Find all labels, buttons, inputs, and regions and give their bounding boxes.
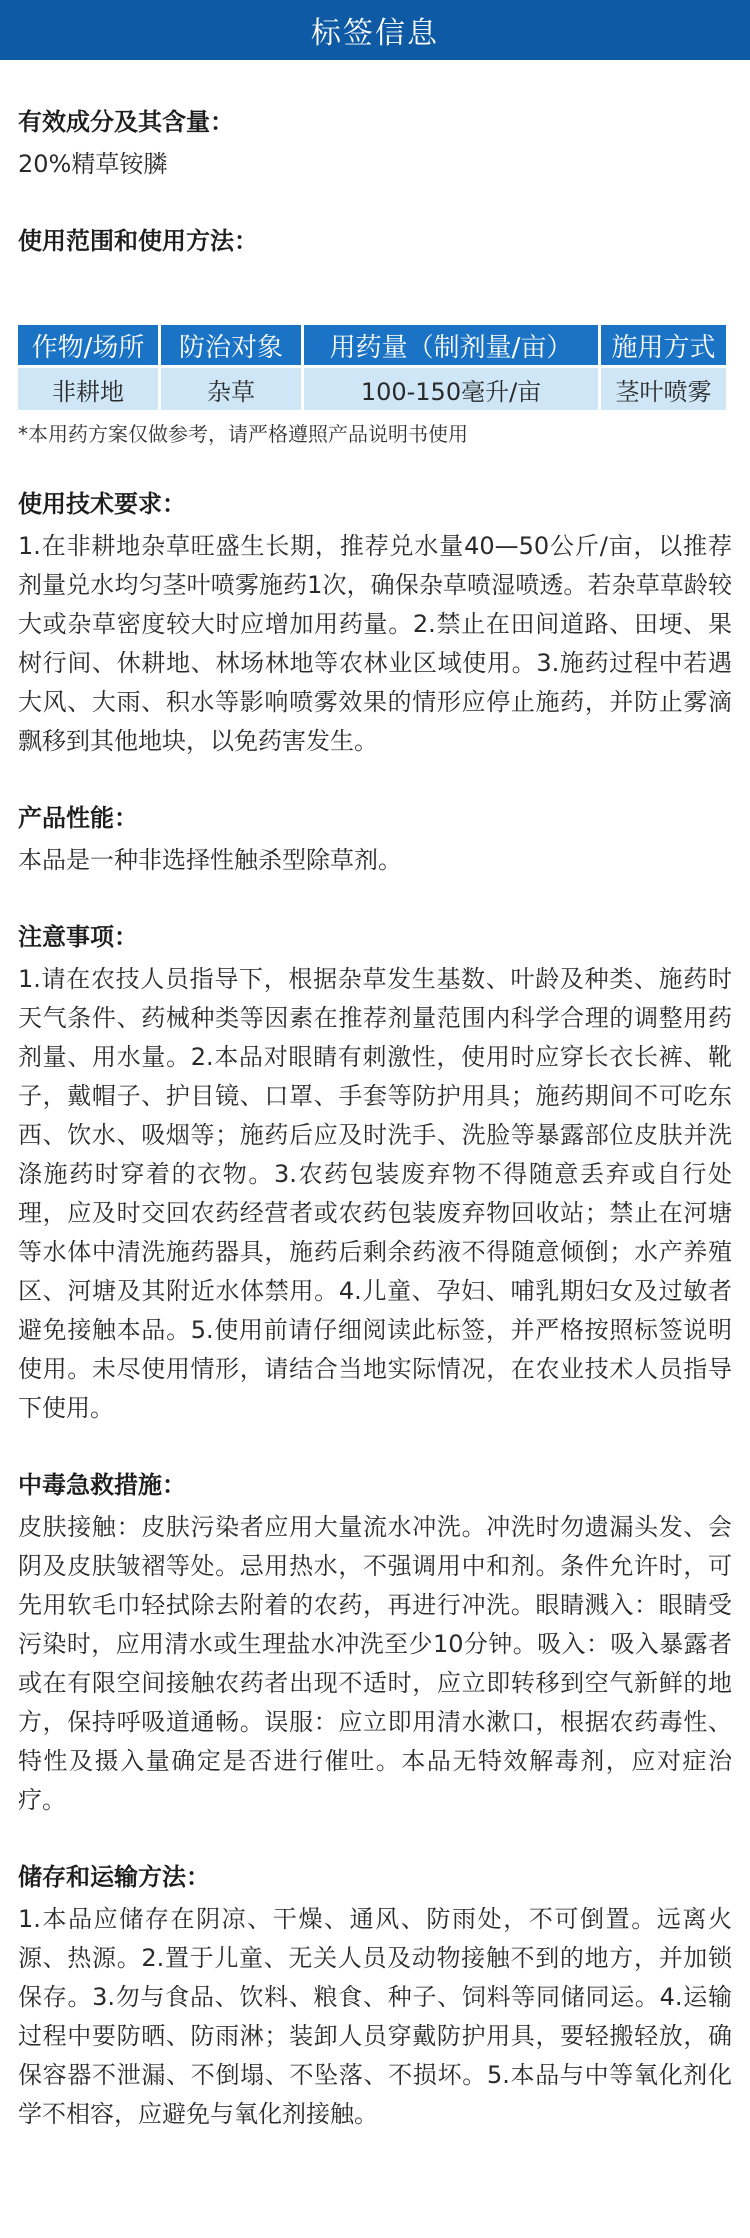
technique-body: 1.在非耕地杂草旺盛生长期，推荐兑水量40—50公斤/亩，以推荐剂量兑水均匀茎叶喷雾施药1次，确保杂草喷湿喷透。若杂草草龄较大或杂草密度较大时应增加用药量。2.禁止在田间道路、田埂、果树行间、休耕地、林场林地等农林业区域使用。3.施药过程中若遇大风、大雨、积水等影响喷雾效果的情形应停止施药，并防止雾滴飘移到其他地块，以免药害发生。 <box>18 532 732 755</box>
storage-section <box>18 1860 732 2134</box>
scope-title: 使用范围和使用方法： <box>18 227 258 255</box>
label-content <box>0 105 750 2134</box>
table-header-target: 防治对象 <box>161 325 301 365</box>
caution-title: 注意事项： <box>18 923 138 951</box>
caution-body: 1.请在农技人员指导下，根据杂草发生基数、叶龄及种类、施药时天气条件、药械种类等因素在推荐剂量范围内科学合理的调整用药剂量、用水量。2.本品对眼睛有刺激性，使用时应穿长衣长裤、靴子，戴帽子、护目镜、口罩、手套等防护用具；施药期间不可吃东西、饮水、吸烟等；施药后应及时洗手、洗脸等暴露部位皮肤并洗涤施药时穿着的衣物。3.农药包装废弃物不得随意丢弃或自行处理，应及时交回农药经营者或农药包装废弃物回收站；禁止在河塘等水体中清洗施药器具，施药后剩余药液不得随意倾倒；水产养殖区、河塘及其附近水体禁用。4.儿童、孕妇、哺乳期妇女及过敏者避免接触本品。5.使用前请仔细阅读此标签，并严格按照标签说明使用。未尽使用情形，请结合当地实际情况，在农业技术人员指导下使用。 <box>18 965 732 1422</box>
performance-title: 产品性能： <box>18 804 138 832</box>
table-header-method: 施用方式 <box>601 325 726 365</box>
ingredient-section <box>18 105 732 184</box>
page-header <box>0 0 750 60</box>
table-header-row <box>18 325 726 365</box>
ingredient-body: 20%精草铵膦 <box>18 150 168 178</box>
technique-section <box>18 487 732 761</box>
table-cell-crop: 非耕地 <box>18 368 158 410</box>
page-title: 标签信息 <box>311 16 439 51</box>
table-note: *本用药方案仅做参考，请严格遵照产品说明书使用 <box>18 422 468 446</box>
firstaid-section <box>18 1468 732 1820</box>
caution-section <box>18 920 732 1428</box>
table-cell-method: 茎叶喷雾 <box>601 368 726 410</box>
usage-table <box>15 322 729 413</box>
firstaid-body: 皮肤接触：皮肤污染者应用大量流水冲洗。冲洗时勿遗漏头发、会阴及皮肤皱褶等处。忌用热水，不强调用中和剂。条件允许时，可先用软毛巾轻拭除去附着的农药，再进行冲洗。眼睛溅入：眼睛受污染时，应用清水或生理盐水冲洗至少10分钟。吸入：吸入暴露者或在有限空间接触农药者出现不适时，应立即转移到空气新鲜的地方，保持呼吸道通畅。误服：应立即用清水漱口，根据农药毒性、特性及摄入量确定是否进行催吐。本品无特效解毒剂，应对症治疗。 <box>18 1513 732 1814</box>
table-cell-dosage: 100-150毫升/亩 <box>304 368 598 410</box>
technique-title: 使用技术要求： <box>18 490 186 518</box>
scope-section <box>18 224 732 258</box>
storage-title: 储存和运输方法： <box>18 1863 210 1891</box>
table-header-crop: 作物/场所 <box>18 325 158 365</box>
ingredient-title: 有效成分及其含量： <box>18 108 234 136</box>
performance-section <box>18 801 732 880</box>
performance-body: 本品是一种非选择性触杀型除草剂。 <box>18 846 402 874</box>
firstaid-title: 中毒急救措施： <box>18 1471 186 1499</box>
table-cell-target: 杂草 <box>161 368 301 410</box>
table-header-dosage: 用药量（制剂量/亩） <box>304 325 598 365</box>
table-row <box>18 368 726 410</box>
storage-body: 1.本品应储存在阴凉、干燥、通风、防雨处，不可倒置。远离火源、热源。2.置于儿童、无关人员及动物接触不到的地方，并加锁保存。3.勿与食品、饮料、粮食、种子、饲料等同储同运。4.运输过程中要防晒、防雨淋；装卸人员穿戴防护用具，要轻搬轻放，确保容器不泄漏、不倒塌、不坠落、不损坏。5.本品与中等氧化剂化学不相容，应避免与氧化剂接触。 <box>18 1905 732 2128</box>
